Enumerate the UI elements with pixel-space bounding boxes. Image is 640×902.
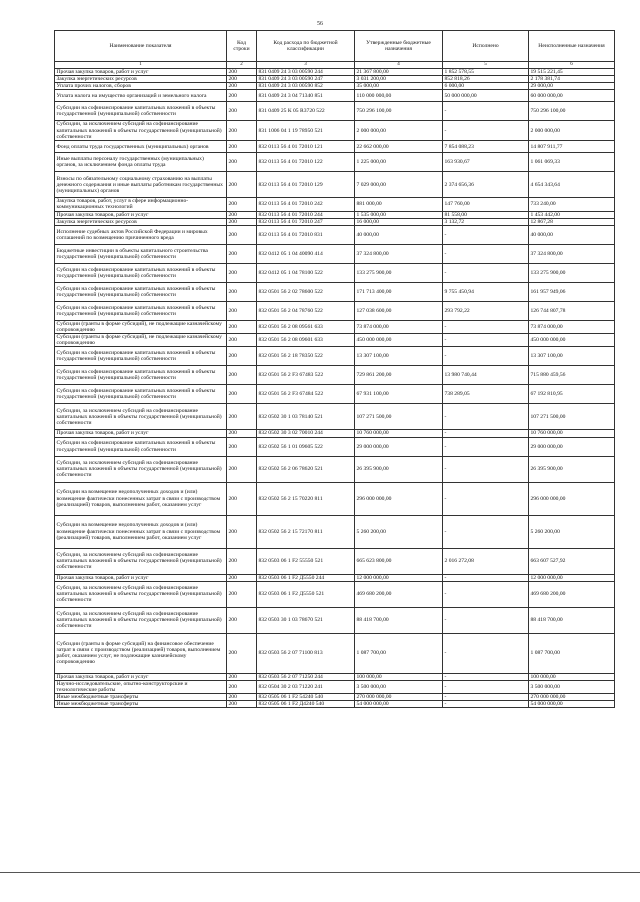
- row-name-cell: Иные выплаты персоналу государственных (муниципальных) органов, за исключением фонда оплаты труда: [55, 153, 227, 172]
- budget-table: [54, 30, 615, 708]
- row-approved-cell: 296 000 000,00: [355, 482, 443, 515]
- row-name-cell: Субсидии на софинансирование капитальных вложений в объекты государственной (муниципальной) собственности: [55, 437, 227, 456]
- row-name-cell: Субсидии, за исключением субсидий на софинансирование капитальных вложений в объекты государственной (муниципальной) собственности: [55, 121, 227, 140]
- row-approved-cell: 171 713 400,00: [355, 282, 443, 301]
- row-code-cell: 200: [227, 680, 257, 693]
- table-row: [55, 140, 615, 153]
- row-name-cell: Субсидии на софинансирование капитальных вложений в объекты государственной (муниципальной) собственности: [55, 385, 227, 404]
- row-approved-cell: 35 000,00: [355, 82, 443, 89]
- table-row: [55, 301, 615, 320]
- row-kbk-cell: 832 0412 05 1 04 78100 522: [257, 263, 355, 282]
- row-unexecuted-cell: 88 418 700,00: [529, 607, 615, 633]
- row-code-cell: 200: [227, 385, 257, 404]
- row-executed-cell: 50 000 000,00: [443, 89, 529, 102]
- table-row: [55, 430, 615, 437]
- table-row: [55, 385, 615, 404]
- column-number: 1: [55, 62, 227, 69]
- table-row: [55, 211, 615, 218]
- table-row: [55, 244, 615, 263]
- row-approved-cell: 469 680 200,00: [355, 581, 443, 607]
- row-code-cell: 200: [227, 633, 257, 673]
- table-row: [55, 404, 615, 430]
- table-row: [55, 102, 615, 121]
- row-code-cell: 200: [227, 172, 257, 198]
- row-kbk-cell: 832 0503 56 2 07 71250 244: [257, 673, 355, 680]
- row-name-cell: Исполнение судебных актов Российской Федерации и мировых соглашений по возмещению причиненного вреда: [55, 225, 227, 244]
- table-row: [55, 574, 615, 581]
- column-number: 4: [355, 62, 443, 69]
- row-code-cell: 200: [227, 282, 257, 301]
- row-name-cell: Взносы по обязательному социальному страхованию на выплаты денежного содержания и иные выплаты работникам государственных (муниципальных) органов: [55, 172, 227, 198]
- row-name-cell: Субсидии (гранты в форме субсидий), не подлежащие казначейскому сопровождению: [55, 320, 227, 333]
- row-approved-cell: 133 275 900,00: [355, 263, 443, 282]
- row-kbk-cell: 832 0501 56 2 04 78760 522: [257, 301, 355, 320]
- row-executed-cell: -: [443, 334, 529, 347]
- row-executed-cell: 81 558,00: [443, 211, 529, 218]
- row-code-cell: 200: [227, 548, 257, 574]
- row-executed-cell: -: [443, 244, 529, 263]
- row-name-cell: Субсидии, за исключением субсидий на софинансирование капитальных вложений в объекты государственной (муниципальной) собственности: [55, 548, 227, 574]
- row-code-cell: 200: [227, 68, 257, 75]
- row-kbk-cell: 832 0502 56 2 15 72170 811: [257, 515, 355, 548]
- row-name-cell: Закупка энергетических ресурсов: [55, 218, 227, 225]
- row-name-cell: Прочая закупка товаров, работ и услуг: [55, 68, 227, 75]
- row-executed-cell: 6 000,00: [443, 82, 529, 89]
- row-name-cell: Субсидии на софинансирование капитальных вложений в объекты государственной (муниципальной) собственности: [55, 301, 227, 320]
- row-code-cell: 200: [227, 430, 257, 437]
- row-unexecuted-cell: 5 260 200,00: [529, 515, 615, 548]
- row-unexecuted-cell: 161 957 949,06: [529, 282, 615, 301]
- table-row: [55, 581, 615, 607]
- column-number: 6: [529, 62, 615, 69]
- table-row: [55, 633, 615, 673]
- row-unexecuted-cell: 133 275 900,00: [529, 263, 615, 282]
- row-name-cell: Субсидии на софинансирование капитальных вложений в объекты государственной (муниципальной) собственности: [55, 366, 227, 385]
- row-code-cell: 200: [227, 581, 257, 607]
- row-code-cell: 200: [227, 320, 257, 333]
- row-approved-cell: 7 029 000,00: [355, 172, 443, 198]
- row-code-cell: 200: [227, 225, 257, 244]
- table-row: [55, 218, 615, 225]
- row-code-cell: 200: [227, 515, 257, 548]
- row-approved-cell: 26 395 900,00: [355, 456, 443, 482]
- row-executed-cell: 852 818,26: [443, 75, 529, 82]
- row-approved-cell: 270 000 000,00: [355, 694, 443, 701]
- row-kbk-cell: 832 0503 56 2 07 71100 813: [257, 633, 355, 673]
- row-code-cell: 200: [227, 89, 257, 102]
- row-kbk-cell: 832 0113 56 4 01 72010 247: [257, 218, 355, 225]
- row-executed-cell: -: [443, 320, 529, 333]
- row-code-cell: 200: [227, 366, 257, 385]
- row-name-cell: Субсидии на возмещение недополученных доходов и (или) возмещение фактически понесенных затрат в связи с производством (реализацией) товаров, выполнением работ, оказанием услуг: [55, 482, 227, 515]
- table-row: [55, 172, 615, 198]
- row-approved-cell: 665 623 800,00: [355, 548, 443, 574]
- header-executed: Исполнено: [443, 31, 529, 62]
- table-row: [55, 89, 615, 102]
- row-name-cell: Субсидии, за исключением субсидий на софинансирование капитальных вложений в объекты государственной (муниципальной) собственности: [55, 607, 227, 633]
- row-name-cell: Субсидии, за исключением субсидий на софинансирование капитальных вложений в объекты государственной (муниципальной) собственности: [55, 581, 227, 607]
- row-code-cell: 200: [227, 82, 257, 89]
- row-name-cell: Субсидии (гранты в форме субсидий), не подлежащие казначейскому сопровождению: [55, 334, 227, 347]
- row-approved-cell: 21 367 800,00: [355, 68, 443, 75]
- row-approved-cell: 12 000 000,00: [355, 574, 443, 581]
- row-kbk-cell: 831 1006 04 1 19 78950 521: [257, 121, 355, 140]
- row-unexecuted-cell: 10 760 000,00: [529, 430, 615, 437]
- table-row: [55, 75, 615, 82]
- row-approved-cell: 750 296 100,00: [355, 102, 443, 121]
- row-executed-cell: 293 792,22: [443, 301, 529, 320]
- table-row: [55, 225, 615, 244]
- row-unexecuted-cell: 3 500 000,00: [529, 680, 615, 693]
- row-kbk-cell: 832 0503 30 1 03 78670 521: [257, 607, 355, 633]
- row-name-cell: Уплата прочих налогов, сборов: [55, 82, 227, 89]
- row-unexecuted-cell: 37 324 800,00: [529, 244, 615, 263]
- row-name-cell: Закупка товаров, работ, услуг в сфере информационно-коммуникационных технологий: [55, 198, 227, 211]
- table-row: [55, 437, 615, 456]
- page-number: 56: [317, 21, 323, 27]
- row-kbk-cell: 832 0502 56 2 15 70220 811: [257, 482, 355, 515]
- row-code-cell: 200: [227, 263, 257, 282]
- row-kbk-cell: 832 0501 56 2 F3 67483 522: [257, 366, 355, 385]
- row-name-cell: Прочая закупка товаров, работ и услуг: [55, 574, 227, 581]
- header-approved: Утвержденные бюджетные назначения: [355, 31, 443, 62]
- table-row: [55, 68, 615, 75]
- row-unexecuted-cell: 14 807 911,77: [529, 140, 615, 153]
- row-executed-cell: -: [443, 482, 529, 515]
- table-row: [55, 680, 615, 693]
- row-kbk-cell: 832 0502 30 3 02 70010 244: [257, 430, 355, 437]
- row-approved-cell: 10 760 000,00: [355, 430, 443, 437]
- header-kbk: Код расхода по бюджетной классификации: [257, 31, 355, 62]
- row-kbk-cell: 832 0113 56 4 01 72010 121: [257, 140, 355, 153]
- row-executed-cell: -: [443, 680, 529, 693]
- row-unexecuted-cell: 663 607 527,92: [529, 548, 615, 574]
- row-approved-cell: 1 225 000,00: [355, 153, 443, 172]
- row-executed-cell: -: [443, 121, 529, 140]
- row-approved-cell: 5 260 200,00: [355, 515, 443, 548]
- table-row: [55, 198, 615, 211]
- row-executed-cell: -: [443, 574, 529, 581]
- row-kbk-cell: 832 0501 56 2 18 78350 522: [257, 347, 355, 366]
- row-kbk-cell: 831 0409 24 3 03 00590 852: [257, 82, 355, 89]
- row-code-cell: 200: [227, 301, 257, 320]
- row-name-cell: Субсидии на софинансирование капитальных вложений в объекты государственной (муниципальной) собственности: [55, 102, 227, 121]
- row-kbk-cell: 832 0113 56 4 01 72010 129: [257, 172, 355, 198]
- row-code-cell: 200: [227, 404, 257, 430]
- row-unexecuted-cell: 67 192 810,95: [529, 385, 615, 404]
- row-kbk-cell: 832 0113 56 4 01 72010 244: [257, 211, 355, 218]
- row-code-cell: 200: [227, 211, 257, 218]
- table-row: [55, 607, 615, 633]
- row-executed-cell: 1 852 578,55: [443, 68, 529, 75]
- row-kbk-cell: 832 0113 56 4 01 72010 122: [257, 153, 355, 172]
- row-executed-cell: 3 132,72: [443, 218, 529, 225]
- row-kbk-cell: 832 0504 30 2 03 71220 241: [257, 680, 355, 693]
- row-kbk-cell: 832 0501 56 2 08 09561 633: [257, 320, 355, 333]
- row-executed-cell: -: [443, 437, 529, 456]
- row-approved-cell: 13 307 100,00: [355, 347, 443, 366]
- row-approved-cell: 107 271 500,00: [355, 404, 443, 430]
- row-kbk-cell: 832 0503 06 1 F2 55550 521: [257, 548, 355, 574]
- row-unexecuted-cell: 73 874 000,00: [529, 320, 615, 333]
- row-kbk-cell: 832 0412 05 1 04 40090 414: [257, 244, 355, 263]
- row-unexecuted-cell: 12 000 000,00: [529, 574, 615, 581]
- row-kbk-cell: 831 0409 24 3 04 71340 851: [257, 89, 355, 102]
- row-code-cell: 200: [227, 673, 257, 680]
- row-name-cell: Уплата налога на имущество организаций и земельного налога: [55, 89, 227, 102]
- row-approved-cell: 16 000,00: [355, 218, 443, 225]
- row-unexecuted-cell: 1 061 069,33: [529, 153, 615, 172]
- header-row: [55, 31, 615, 62]
- row-unexecuted-cell: 469 680 200,00: [529, 581, 615, 607]
- row-unexecuted-cell: 40 000,00: [529, 225, 615, 244]
- row-unexecuted-cell: 296 000 000,00: [529, 482, 615, 515]
- row-approved-cell: 29 000 000,00: [355, 437, 443, 456]
- row-executed-cell: 2 374 656,36: [443, 172, 529, 198]
- row-unexecuted-cell: 13 307 100,00: [529, 347, 615, 366]
- row-unexecuted-cell: 60 000 000,00: [529, 89, 615, 102]
- row-executed-cell: -: [443, 607, 529, 633]
- row-code-cell: 200: [227, 218, 257, 225]
- header-name: Наименование показателя: [55, 31, 227, 62]
- row-kbk-cell: 831 0409 25 К 05 R3720 522: [257, 102, 355, 121]
- row-code-cell: 200: [227, 140, 257, 153]
- row-name-cell: Закупка энергетических ресурсов: [55, 75, 227, 82]
- row-kbk-cell: 832 0501 56 2 F3 67484 522: [257, 385, 355, 404]
- row-code-cell: 200: [227, 437, 257, 456]
- row-code-cell: 200: [227, 347, 257, 366]
- header-unexecuted: Неисполненные назначения: [529, 31, 615, 62]
- row-unexecuted-cell: 1 087 700,00: [529, 633, 615, 673]
- header-code: Код строки: [227, 31, 257, 62]
- table-row: [55, 347, 615, 366]
- row-code-cell: 200: [227, 75, 257, 82]
- row-name-cell: Иные межбюджетные трансферты: [55, 694, 227, 701]
- row-approved-cell: 1 087 700,00: [355, 633, 443, 673]
- table-row: [55, 548, 615, 574]
- row-approved-cell: 88 418 700,00: [355, 607, 443, 633]
- row-executed-cell: -: [443, 694, 529, 701]
- row-executed-cell: -: [443, 673, 529, 680]
- table-row: [55, 334, 615, 347]
- row-code-cell: 200: [227, 244, 257, 263]
- table-row: [55, 701, 615, 708]
- row-executed-cell: 163 930,67: [443, 153, 529, 172]
- row-executed-cell: 7 854 088,23: [443, 140, 529, 153]
- row-executed-cell: -: [443, 701, 529, 708]
- row-approved-cell: 37 324 800,00: [355, 244, 443, 263]
- row-executed-cell: -: [443, 633, 529, 673]
- row-kbk-cell: 831 0409 24 3 03 00590 247: [257, 75, 355, 82]
- row-approved-cell: 729 861 200,00: [355, 366, 443, 385]
- row-name-cell: Фонд оплаты труда государственных (муниципальных) органов: [55, 140, 227, 153]
- row-unexecuted-cell: 29 000,00: [529, 82, 615, 89]
- row-executed-cell: -: [443, 347, 529, 366]
- column-number: 3: [257, 62, 355, 69]
- row-code-cell: 200: [227, 334, 257, 347]
- row-executed-cell: -: [443, 581, 529, 607]
- table-row: [55, 82, 615, 89]
- row-unexecuted-cell: 2 000 000,00: [529, 121, 615, 140]
- row-name-cell: Иные межбюджетные трансферты: [55, 701, 227, 708]
- row-name-cell: Субсидии на софинансирование капитальных вложений в объекты государственной (муниципальной) собственности: [55, 263, 227, 282]
- row-unexecuted-cell: 54 000 000,00: [529, 701, 615, 708]
- table-row: [55, 153, 615, 172]
- row-approved-cell: 3 500 000,00: [355, 680, 443, 693]
- row-kbk-cell: 832 0503 06 1 F2 Д5550 244: [257, 574, 355, 581]
- row-code-cell: 200: [227, 153, 257, 172]
- row-executed-cell: -: [443, 263, 529, 282]
- row-unexecuted-cell: 12 867,28: [529, 218, 615, 225]
- row-code-cell: 200: [227, 694, 257, 701]
- row-executed-cell: -: [443, 430, 529, 437]
- row-code-cell: 200: [227, 198, 257, 211]
- table-row: [55, 263, 615, 282]
- row-kbk-cell: 832 0502 30 1 03 78140 521: [257, 404, 355, 430]
- row-name-cell: Прочая закупка товаров, работ и услуг: [55, 211, 227, 218]
- row-executed-cell: -: [443, 404, 529, 430]
- table-row: [55, 320, 615, 333]
- row-executed-cell: 147 760,00: [443, 198, 529, 211]
- row-kbk-cell: 832 0501 56 2 08 09601 633: [257, 334, 355, 347]
- row-unexecuted-cell: 126 744 807,78: [529, 301, 615, 320]
- table-row: [55, 694, 615, 701]
- row-unexecuted-cell: 107 271 500,00: [529, 404, 615, 430]
- row-kbk-cell: 832 0503 06 1 F2 Д5550 521: [257, 581, 355, 607]
- row-name-cell: Субсидии на софинансирование капитальных вложений в объекты государственной (муниципальной) собственности: [55, 347, 227, 366]
- table-row: [55, 673, 615, 680]
- row-name-cell: Субсидии на софинансирование капитальных вложений в объекты государственной (муниципальной) собственности: [55, 282, 227, 301]
- row-code-cell: 200: [227, 482, 257, 515]
- row-unexecuted-cell: 450 000 000,00: [529, 334, 615, 347]
- column-number: 5: [443, 62, 529, 69]
- row-name-cell: Научно-исследовательские, опытно-конструкторские и технологические работы: [55, 680, 227, 693]
- row-unexecuted-cell: 715 880 459,56: [529, 366, 615, 385]
- row-unexecuted-cell: 26 395 900,00: [529, 456, 615, 482]
- row-approved-cell: 450 000 000,00: [355, 334, 443, 347]
- row-approved-cell: 1 535 000,00: [355, 211, 443, 218]
- row-unexecuted-cell: 29 000 000,00: [529, 437, 615, 456]
- row-unexecuted-cell: 733 240,00: [529, 198, 615, 211]
- row-kbk-cell: 831 0409 24 3 03 00590 244: [257, 68, 355, 75]
- table-row: [55, 515, 615, 548]
- row-code-cell: 200: [227, 701, 257, 708]
- row-approved-cell: 40 000,00: [355, 225, 443, 244]
- row-approved-cell: 110 000 000,00: [355, 89, 443, 102]
- row-kbk-cell: 832 0502 56 2 06 78620 521: [257, 456, 355, 482]
- row-name-cell: Субсидии (гранты в форме субсидий) на финансовое обеспечение затрат в связи с производством (реализацией) товаров, выполнением работ, оказанием услуг, не подлежащие казначейскому сопровождению: [55, 633, 227, 673]
- row-unexecuted-cell: 750 296 100,00: [529, 102, 615, 121]
- row-kbk-cell: 832 0113 56 4 01 72010 242: [257, 198, 355, 211]
- row-approved-cell: 2 000 000,00: [355, 121, 443, 140]
- row-kbk-cell: 832 0501 56 2 02 78600 522: [257, 282, 355, 301]
- row-kbk-cell: 832 0505 06 1 F2 54240 540: [257, 694, 355, 701]
- row-name-cell: Бюджетные инвестиции в объекты капитального строительства государственной (муниципальной) собственности: [55, 244, 227, 263]
- column-number: 2: [227, 62, 257, 69]
- table-row: [55, 366, 615, 385]
- row-kbk-cell: 832 0502 56 1 01 09605 522: [257, 437, 355, 456]
- row-code-cell: 200: [227, 456, 257, 482]
- row-code-cell: 200: [227, 102, 257, 121]
- row-approved-cell: 73 874 000,00: [355, 320, 443, 333]
- row-unexecuted-cell: 270 000 000,00: [529, 694, 615, 701]
- footer-divider: [0, 872, 640, 873]
- row-name-cell: Прочая закупка товаров, работ и услуг: [55, 430, 227, 437]
- row-approved-cell: 54 000 000,00: [355, 701, 443, 708]
- row-unexecuted-cell: 19 515 221,45: [529, 68, 615, 75]
- row-code-cell: 200: [227, 121, 257, 140]
- row-approved-cell: 881 000,00: [355, 198, 443, 211]
- row-approved-cell: 67 931 100,00: [355, 385, 443, 404]
- row-executed-cell: -: [443, 225, 529, 244]
- row-executed-cell: 9 755 450,94: [443, 282, 529, 301]
- row-executed-cell: 2 016 272,08: [443, 548, 529, 574]
- row-executed-cell: -: [443, 102, 529, 121]
- table-row: [55, 282, 615, 301]
- row-name-cell: Субсидии, за исключением субсидий на софинансирование капитальных вложений в объекты государственной (муниципальной) собственности: [55, 456, 227, 482]
- row-approved-cell: 3 031 200,00: [355, 75, 443, 82]
- row-code-cell: 200: [227, 574, 257, 581]
- table-row: [55, 482, 615, 515]
- row-executed-cell: 738 289,05: [443, 385, 529, 404]
- row-unexecuted-cell: 1 453 442,00: [529, 211, 615, 218]
- row-approved-cell: 100 000,00: [355, 673, 443, 680]
- row-approved-cell: 22 662 000,00: [355, 140, 443, 153]
- row-unexecuted-cell: 2 178 381,74: [529, 75, 615, 82]
- row-kbk-cell: 832 0505 06 1 F2 Д4240 540: [257, 701, 355, 708]
- row-unexecuted-cell: 4 654 343,64: [529, 172, 615, 198]
- row-executed-cell: -: [443, 456, 529, 482]
- row-executed-cell: -: [443, 515, 529, 548]
- row-kbk-cell: 832 0113 56 4 01 72010 831: [257, 225, 355, 244]
- row-code-cell: 200: [227, 607, 257, 633]
- row-name-cell: Прочая закупка товаров, работ и услуг: [55, 673, 227, 680]
- table-row: [55, 121, 615, 140]
- row-executed-cell: 13 980 740,44: [443, 366, 529, 385]
- row-approved-cell: 127 038 600,00: [355, 301, 443, 320]
- row-unexecuted-cell: 100 000,00: [529, 673, 615, 680]
- row-name-cell: Субсидии на возмещение недополученных доходов и (или) возмещение фактически понесенных затрат в связи с производством (реализацией) товаров, выполнением работ, оказанием услуг: [55, 515, 227, 548]
- table-row: [55, 456, 615, 482]
- table-body: [55, 68, 615, 708]
- row-name-cell: Субсидии, за исключением субсидий на софинансирование капитальных вложений в объекты государственной (муниципальной) собственности: [55, 404, 227, 430]
